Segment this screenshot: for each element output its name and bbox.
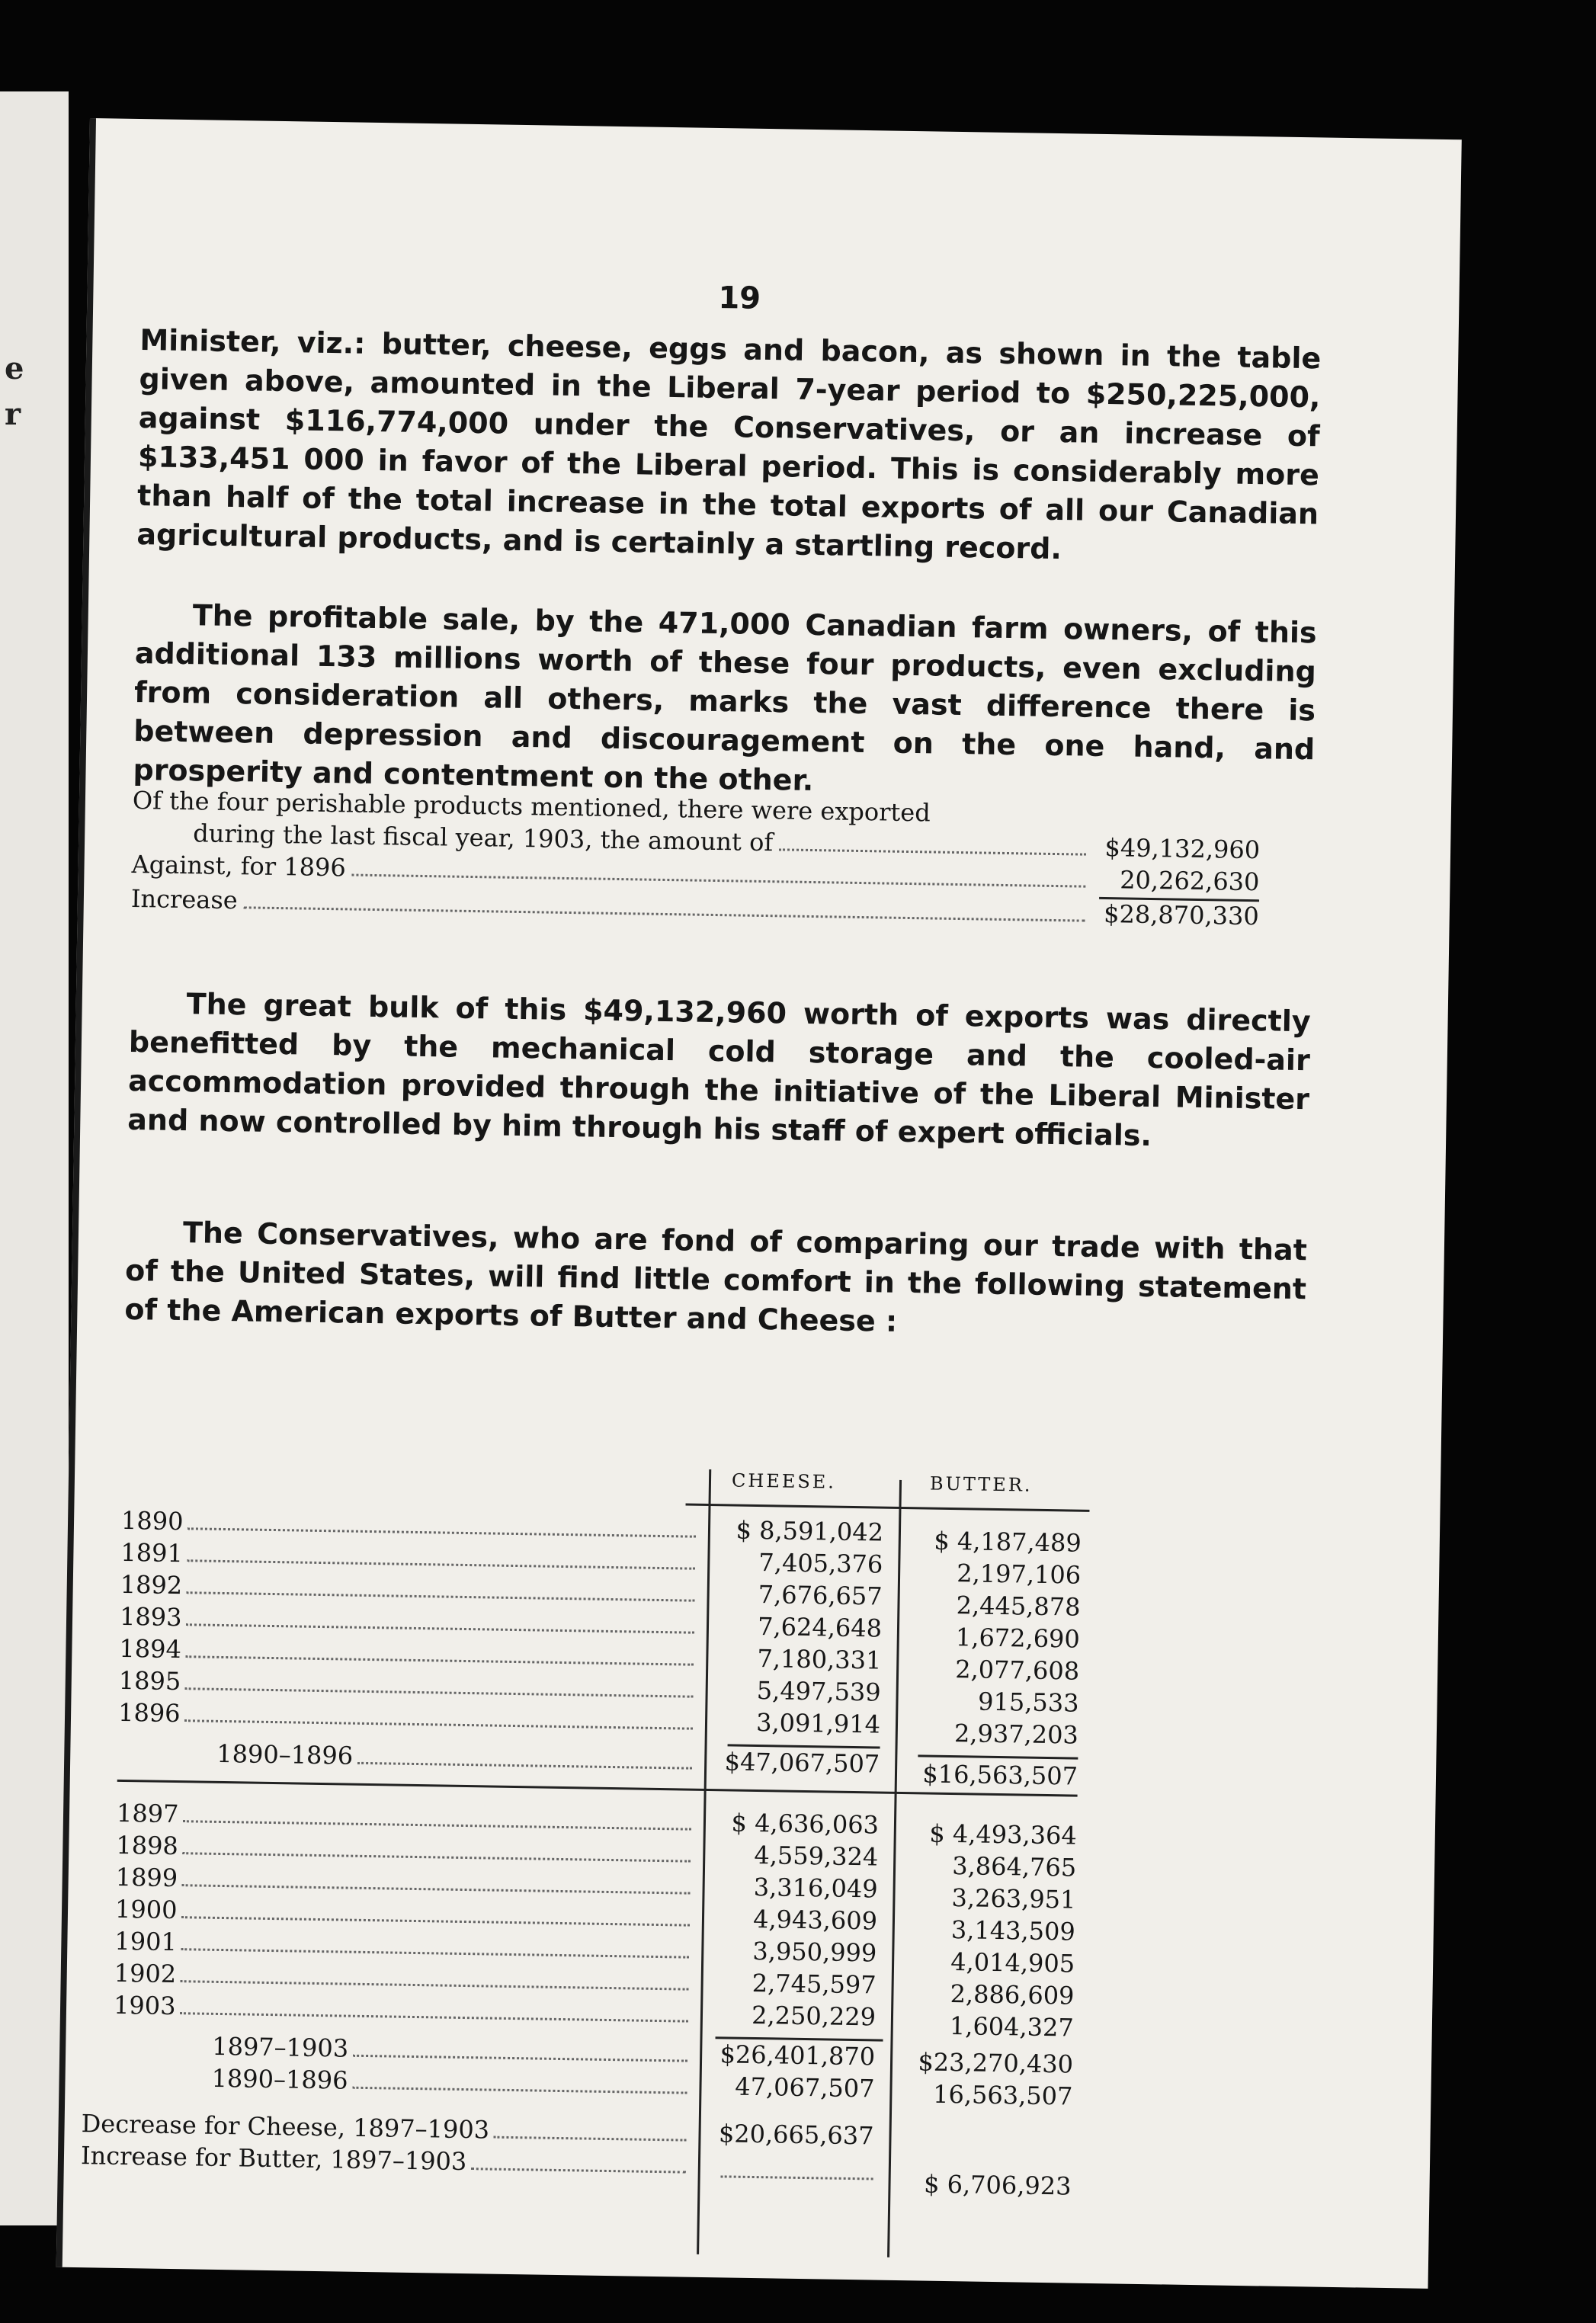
cheese-value: 2,745,597 bbox=[752, 1968, 877, 2000]
leader-dots bbox=[357, 1762, 692, 1770]
leader-dots bbox=[494, 2136, 687, 2142]
leader-dots bbox=[182, 1884, 691, 1894]
cheese-value: $ 8,591,042 bbox=[736, 1515, 884, 1547]
year-label: 1894 bbox=[119, 1633, 182, 1665]
butter-value: 3,143,509 bbox=[950, 1915, 1076, 1947]
cheese-value: 4,559,324 bbox=[754, 1840, 879, 1872]
butter-value: 3,263,951 bbox=[951, 1883, 1076, 1914]
year-label: 1900 bbox=[114, 1894, 178, 1925]
butter-value: 2,937,203 bbox=[953, 1719, 1079, 1750]
year-label: 1899 bbox=[115, 1862, 178, 1893]
comparison-butter: 16,563,507 bbox=[932, 2079, 1073, 2111]
statement-value-increase: $28,870,330 bbox=[1103, 899, 1260, 931]
increase-value: $ 6,706,923 bbox=[923, 2169, 1072, 2201]
cheese-value: 5,497,539 bbox=[756, 1675, 881, 1707]
empty-cell-dots bbox=[721, 2175, 873, 2180]
year-label: 1897 bbox=[116, 1798, 179, 1829]
leader-dots bbox=[186, 1655, 694, 1665]
comparison-row bbox=[211, 2064, 692, 2101]
cheese-value: 4,943,609 bbox=[752, 1904, 878, 1936]
cheese-value: $ 4,636,063 bbox=[731, 1808, 880, 1840]
increase-row bbox=[81, 2141, 691, 2180]
leader-dots bbox=[353, 2055, 687, 2062]
decrease-label: Decrease for Cheese, 1897–1903 bbox=[81, 2109, 490, 2145]
comparison-label: 1897–1903 bbox=[211, 2031, 349, 2063]
subtotal-label: 1890–1896 bbox=[216, 1738, 354, 1770]
comparison-label: 1890–1896 bbox=[211, 2063, 348, 2095]
table-row-year bbox=[118, 1698, 698, 1737]
butter-value: $ 4,187,489 bbox=[934, 1526, 1082, 1558]
leader-dots bbox=[181, 1948, 690, 1958]
left-page-fragment: r bbox=[5, 396, 21, 432]
butter-value: 1,604,327 bbox=[949, 2011, 1075, 2043]
document-page bbox=[56, 118, 1462, 2289]
leader-dots bbox=[187, 1559, 696, 1569]
statement-value-1896: 20,262,630 bbox=[1119, 865, 1260, 897]
page-number: 19 bbox=[718, 280, 761, 316]
leader-dots bbox=[180, 2012, 688, 2022]
header-cheese: CHEESE. bbox=[731, 1469, 837, 1493]
cheese-value: 2,250,229 bbox=[751, 2000, 877, 2032]
decrease-value: $20,665,637 bbox=[718, 2119, 874, 2151]
year-label: 1896 bbox=[117, 1697, 181, 1729]
statement-line-2: during the last fiscal year, 1903, the amount of bbox=[192, 819, 774, 857]
paragraph-2: The profitable sale, by the 471,000 Canadian farm owners, of this additional 133 millions worth of these four products, even excluding from consideration all others, marks the vast difference there is between depression and discouragement on the one hand, and prosperity and contentment on the other. bbox=[133, 598, 1317, 798]
butter-value: 1,672,690 bbox=[955, 1623, 1081, 1654]
statement-line-1: Of the four perishable products mentioned, there were exported bbox=[132, 785, 931, 828]
cheese-value: 7,180,331 bbox=[757, 1644, 882, 1675]
leader-dots bbox=[352, 874, 1086, 888]
butter-value: 915,533 bbox=[977, 1687, 1079, 1718]
butter-value: 3,864,765 bbox=[951, 1851, 1077, 1882]
comparison-cheese: 47,067,507 bbox=[735, 2071, 875, 2104]
year-label: 1898 bbox=[116, 1830, 179, 1861]
leader-dots bbox=[183, 1852, 691, 1862]
year-label: 1902 bbox=[114, 1958, 177, 1989]
subtotal-butter: $16,563,507 bbox=[922, 1759, 1078, 1791]
butter-value: 2,886,609 bbox=[950, 1979, 1075, 2011]
leader-dots bbox=[183, 1820, 691, 1830]
increase-label: Increase for Butter, 1897–1903 bbox=[80, 2141, 467, 2177]
left-page-fragment: e bbox=[5, 351, 24, 386]
leader-dots bbox=[187, 1591, 695, 1601]
year-label: 1901 bbox=[114, 1926, 178, 1957]
paragraph-4: The Conservatives, who are fond of comparing our trade with that of the United States, will find little comfort in the following statement of the American exports of Butter and Cheese : bbox=[124, 1216, 1308, 1338]
butter-value: 2,445,878 bbox=[956, 1591, 1081, 1622]
left-page-edge bbox=[0, 91, 69, 2225]
leader-dots bbox=[181, 1980, 689, 1990]
year-label: 1893 bbox=[119, 1601, 182, 1633]
cheese-value: 3,316,049 bbox=[753, 1872, 878, 1904]
cheese-value: 7,676,657 bbox=[758, 1580, 883, 1611]
butter-value: 4,014,905 bbox=[950, 1947, 1075, 1979]
paragraph-3: The great bulk of this $49,132,960 worth of exports was directly benefitted by the mechanical cold storage and the cooled-air accommodation provided through the initiative of the Liberal Minister and now controlled by him through his staff of expert officials. bbox=[127, 987, 1311, 1153]
leader-dots bbox=[186, 1623, 694, 1633]
year-label: 1895 bbox=[118, 1665, 181, 1697]
statement-value-1903: $49,132,960 bbox=[1104, 833, 1261, 865]
header-rule bbox=[686, 1504, 1090, 1512]
leader-dots bbox=[187, 1527, 696, 1537]
statement-line-3: Against, for 1896 bbox=[131, 849, 347, 883]
paragraph-1: Minister, viz.: butter, cheese, eggs and bacon, as shown in the table given above, amounted in the Liberal 7-year period to $250,225,000, against $116,774,000 under the Conservatives, or an increase of $133,451 000 in favor of the Liberal period. This is considerably more than half of the total increase in the total exports of all our Canadian agricultural products, and is certainly a startling record. bbox=[136, 323, 1322, 566]
cheese-value: 7,624,648 bbox=[757, 1612, 883, 1643]
subtotal-rule bbox=[918, 1754, 1078, 1759]
leader-dots bbox=[471, 2168, 686, 2173]
cheese-value: 3,091,914 bbox=[755, 1707, 881, 1739]
table-row-year bbox=[114, 1991, 694, 2030]
cheese-value: 7,405,376 bbox=[758, 1548, 883, 1579]
export-statement bbox=[131, 786, 1261, 934]
butter-value: 2,077,608 bbox=[955, 1655, 1080, 1686]
subtotal-row bbox=[216, 1739, 697, 1777]
year-label: 1890 bbox=[120, 1505, 184, 1536]
subtotal-cheese: $47,067,507 bbox=[724, 1747, 880, 1779]
comparison-row bbox=[212, 2032, 693, 2069]
comparison-butter: $23,270,430 bbox=[918, 2047, 1074, 2079]
butter-value: $ 4,493,364 bbox=[929, 1818, 1078, 1850]
exports-table bbox=[80, 1460, 1159, 2201]
leader-dots bbox=[352, 2087, 687, 2094]
leader-dots bbox=[244, 906, 1085, 921]
statement-line-4: Increase bbox=[130, 883, 239, 915]
leader-dots bbox=[779, 848, 1086, 855]
year-label: 1903 bbox=[113, 1990, 176, 2021]
year-label: 1891 bbox=[120, 1537, 184, 1568]
header-butter: BUTTER. bbox=[929, 1472, 1033, 1496]
leader-dots bbox=[181, 1916, 690, 1926]
cheese-value: 3,950,999 bbox=[752, 1936, 877, 1968]
leader-dots bbox=[185, 1687, 694, 1697]
year-label: 1892 bbox=[120, 1569, 183, 1600]
column-rule bbox=[887, 1480, 902, 2257]
comparison-cheese: $26,401,870 bbox=[719, 2039, 876, 2071]
butter-value: 2,197,106 bbox=[956, 1559, 1082, 1590]
leader-dots bbox=[184, 1719, 693, 1729]
